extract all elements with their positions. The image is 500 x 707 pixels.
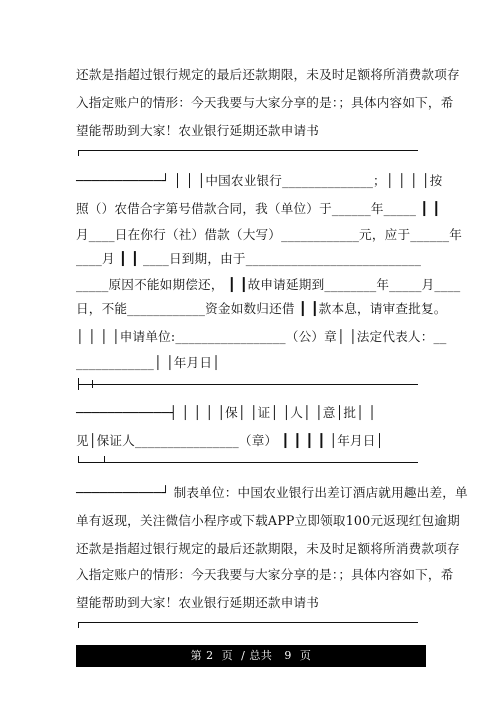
text-line-9: 日，不能____________资金如数归还借 ┃ ┃款本息，请审查批复。	[76, 301, 447, 316]
text-line-4: ───────────┘ │ │ │中国农业银行______________；│ │ │ │按	[76, 173, 443, 188]
page-footer-bar	[76, 645, 426, 667]
text-line-1: 还款是指超过银行规定的最后还款期限，未及时足额将所消费款项存	[76, 67, 460, 82]
guarantor-top-rule	[78, 384, 418, 385]
text-line-13: 见│保证人________________（章） ┃ ┃ ┃ ┃ │年月日│	[76, 433, 384, 448]
table-top-rule	[78, 150, 418, 151]
text-line-3: 望能帮助到大家！农业银行延期还款申请书	[76, 123, 320, 138]
text-line-14: ───────────┘ 制表单位：中国农业银行出差订酒店就用趣出差，单	[76, 485, 468, 500]
text-line-6: 月____日在你行（社）借款（大写）____________元，应于______年	[76, 227, 463, 242]
text-line-17: 入指定账户的情形：今天我要与大家分享的是：；具体内容如下，希	[76, 567, 454, 582]
page-indicator: 第 2 页 / 总共 9 页	[190, 649, 312, 662]
text-line-18: 望能帮助到大家！农业银行延期还款申请书	[76, 595, 320, 610]
table-corner-tick	[78, 150, 79, 156]
text-line-8: _____原因不能如期偿还， ┃ ┃故申请延期到________年_____月____	[76, 277, 461, 292]
guarantor-mid-tick	[92, 380, 93, 388]
text-line-15: 单有返现，关注微信小程序或下载APP立即领取100元返现红包逾期	[76, 513, 460, 528]
guarantor-bottom-rule	[78, 462, 418, 463]
guarantor-bottom-mid-tick	[104, 456, 105, 462]
text-line-7: ____月 ┃ ┃ ____日到期，由于___________________________	[76, 251, 422, 266]
text-line-5: 照（）农借合字第号借款合同，我（单位）于______年_____ ┃ ┃	[76, 201, 441, 216]
second-table-top-rule	[78, 622, 418, 623]
text-line-16: 还款是指超过银行规定的最后还款期限，未及时足额将所消费款项存	[76, 541, 460, 556]
guarantor-bottom-left-tick	[78, 456, 79, 462]
text-line-12: ────────────┤ │ │ │ │保│ │证│ │人│ │意│批│ │	[76, 405, 376, 420]
text-line-11: ____________│ │年月日│	[76, 355, 220, 370]
second-table-corner-tick	[78, 622, 79, 628]
text-line-2: 入指定账户的情形：今天我要与大家分享的是：；具体内容如下，希	[76, 95, 454, 110]
text-line-10: │ │ │ │申请单位:_________________（公）章│ │法定代表人：__	[76, 329, 447, 344]
guarantor-left-tick	[78, 378, 79, 390]
